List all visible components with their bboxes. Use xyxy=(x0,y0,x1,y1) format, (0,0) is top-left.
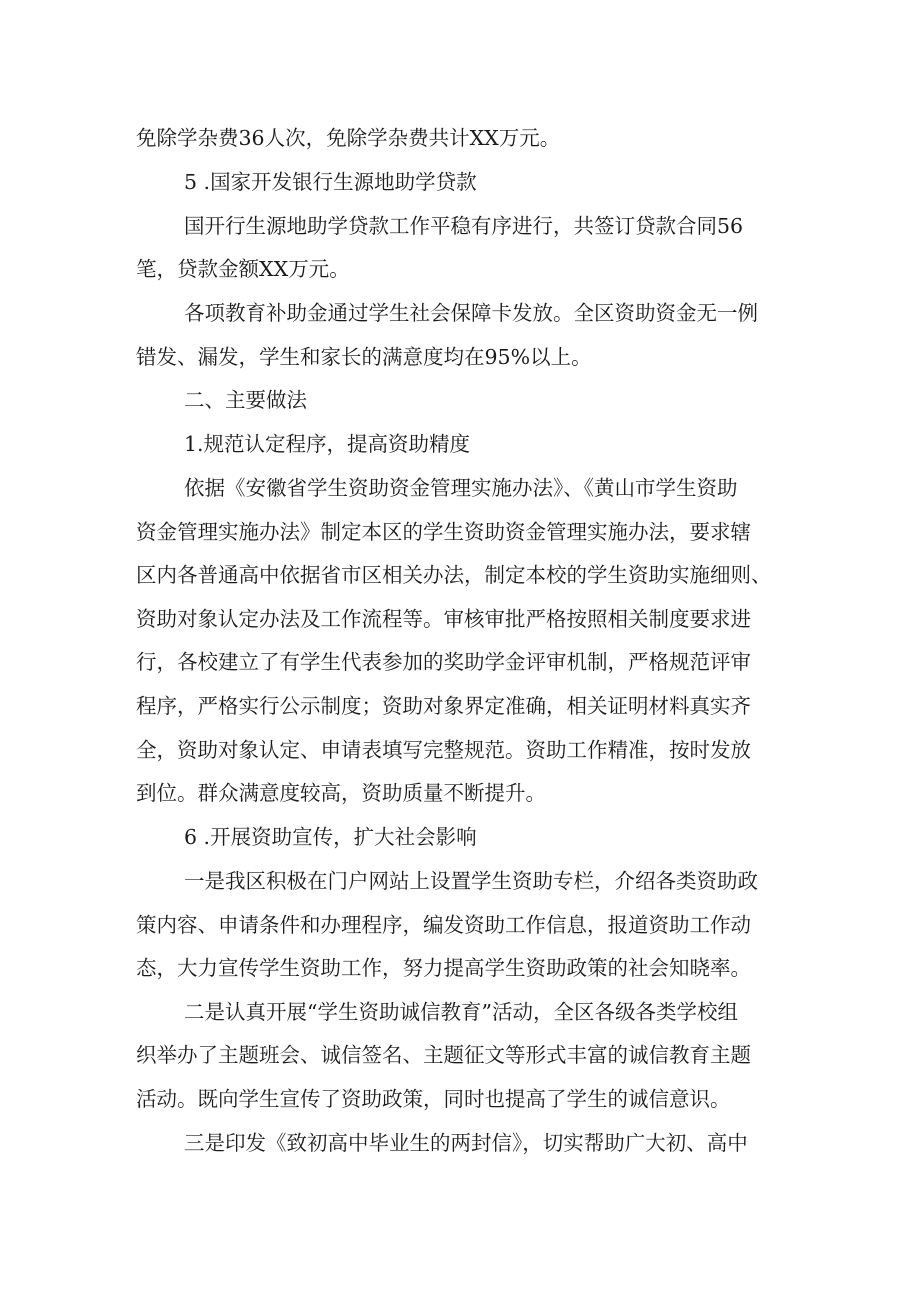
body-line: 错发、漏发，学生和家长的满意度均在95%以上。 xyxy=(136,345,592,369)
body-line: 资助对象认定办法及工作流程等。审核审批严格按照相关制度要求进 xyxy=(136,607,751,631)
section-heading: 5 .国家开发银行生源地助学贷款 xyxy=(184,170,477,194)
paragraph-first-line: 各项教育补助金通过学生社会保障卡发放。全区资助资金无一例 xyxy=(184,301,758,325)
paragraph-first-line: 依据《安徽省学生资助资金管理实施办法》、《黄山市学生资助 xyxy=(184,476,738,500)
section-heading: 二、主要做法 xyxy=(184,388,307,412)
paragraph-first-line: 三是印发《致初高中毕业生的两封信》，切实帮助广大初、高中 xyxy=(184,1131,748,1155)
body-line: 策内容、申请条件和办理程序，编发资助工作信息，报道资助工作动 xyxy=(136,913,751,937)
body-line: 态，大力宣传学生资助工作，努力提高学生资助政策的社会知晓率。 xyxy=(136,956,751,980)
subsection-heading: 6 .开展资助宣传，扩大社会影响 xyxy=(184,825,477,849)
body-line: 程序，严格实行公示制度；资助对象界定准确，相关证明材料真实齐 xyxy=(136,694,751,718)
body-line: 织举办了主题班会、诚信签名、主题征文等形式丰富的诚信教育主题 xyxy=(136,1043,751,1067)
body-line: 行，各校建立了有学生代表参加的奖助学金评审机制，严格规范评审 xyxy=(136,650,751,674)
body-line: 笔，贷款金额XX万元。 xyxy=(136,257,350,281)
body-line: 资金管理实施办法》制定本区的学生资助资金管理实施办法，要求辖 xyxy=(136,520,751,544)
body-line: 活动。既向学生宣传了资助政策，同时也提高了学生的诚信意识。 xyxy=(136,1087,731,1111)
subsection-heading: 1.规范认定程序，提高资助精度 xyxy=(184,432,471,456)
paragraph-first-line: 国开行生源地助学贷款工作平稳有序进行，共签订贷款合同56 xyxy=(184,214,744,238)
body-line: 全，资助对象认定、申请表填写完整规范。资助工作精准，按时发放 xyxy=(136,738,751,762)
paragraph-first-line: 一是我区积极在门户网站上设置学生资助专栏，介绍各类资助政 xyxy=(184,869,758,893)
paragraph-first-line: 二是认真开展“学生资助诚信教育”活动，全区各级各类学校组 xyxy=(184,1000,738,1024)
body-line: 到位。群众满意度较高，资助质量不断提升。 xyxy=(136,781,546,805)
body-line: 区内各普通高中依据省市区相关办法，制定本校的学生资助实施细则、 xyxy=(136,563,772,587)
body-line: 免除学杂费36人次，免除学杂费共计XX万元。 xyxy=(136,126,561,150)
